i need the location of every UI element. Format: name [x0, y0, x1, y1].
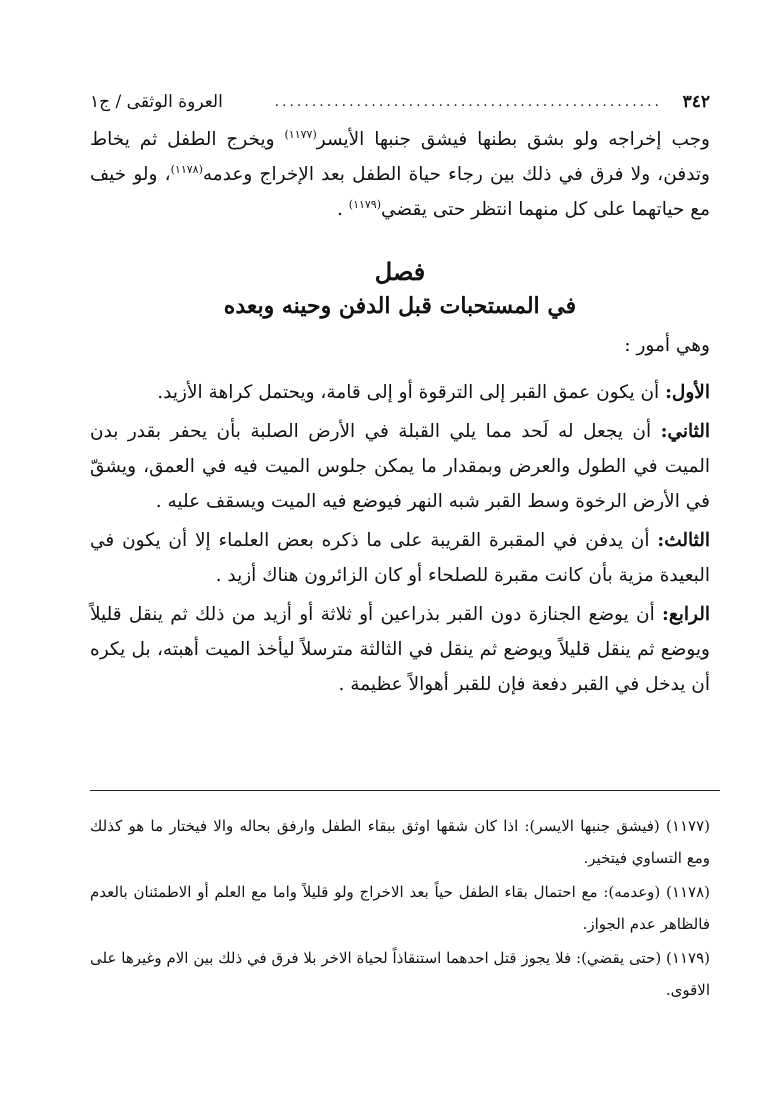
document-page: [90, 86, 710, 1076]
footnote-number: (١١٧٧): [666, 817, 710, 835]
item-text: أن يكون عمق القبر إلى الترقوة أو إلى قامة، ويحتمل كراهة الأزيد.: [157, 382, 666, 403]
list-item: [90, 375, 710, 410]
item-lead: الثالث:: [657, 530, 710, 551]
item-text: أن يجعل له لَحد مما يلي القبلة في الأرض الصلبة بأن يحفر بقدر بدن الميت في الطول والعرض وبمقدار ما يمكن جلوس الميت فيه في العمق، ويشقّ في الأرض الرخوة وسط القبر شبه النهر فيوضع فيه الميت ويسقف عليه .: [90, 421, 710, 512]
list-item: [90, 414, 710, 519]
footnote-item: [90, 810, 710, 874]
footnote-item: [90, 876, 710, 940]
footnote-text: (حتى يقضي): فلا يجوز قتل احدهما استنقاذاً لحياة الاخر بلا فرق في ذلك بين الام وغيرها على الاقوى.: [90, 949, 710, 999]
footnote-ref-1177[interactable]: (١١٧٧): [284, 127, 317, 141]
list-item: [90, 597, 710, 702]
footnote-text: (فيشق جنبها الايسر): اذا كان شقها اوثق ببقاء الطفل وارفق بحاله والا فيختار ما هو كذلك ومع التساوي فيتخير.: [90, 817, 710, 867]
section-heading: [90, 255, 710, 323]
section-subtitle: في المستحبات قبل الدفن وحينه وبعده: [223, 293, 577, 319]
item-lead: الثاني:: [660, 421, 710, 442]
footnote-ref-1179[interactable]: (١١٧٩): [348, 197, 381, 211]
footnote-item: [90, 942, 710, 1006]
list-item: [90, 523, 710, 593]
opening-paragraph: [90, 122, 710, 227]
section-intro: وهي أمور :: [624, 335, 710, 356]
opening-text-d: .: [337, 199, 349, 220]
footnote-number: (١١٧٨): [666, 883, 710, 901]
item-text: أن يدفن في المقبرة القريبة على ما ذكره بعض العلماء إلا أن يكون في البعيدة مزية بأن كانت مقبرة للصلحاء أو كان الزائرون هناك أزيد .: [90, 530, 710, 586]
section-title: فصل: [374, 257, 426, 286]
footnote-text: (وعدمه): مع احتمال بقاء الطفل حياً بعد الاخراج ولو قليلاً واما مع العلم أو الاطمئنان بالعدم فالظاهر عدم الجواز.: [90, 883, 710, 933]
opening-text-a: وجب إخراجه ولو بشق بطنها فيشق جنبها الأيسر: [316, 129, 710, 150]
item-text: أن يوضع الجنازة دون القبر بذراعين أو ثلاثة أو أزيد من ذلك ثم ينقل قليلاً ويوضع ثم ينقل قليلاً ويوضع ثم ينقل في الثالثة مترسلاً ليأخذ الميت أهبته، بل يكره أن يدخل في القبر دفعة فإن للقبر أهوالاً عظيمة .: [90, 604, 710, 695]
footnote-separator: [90, 790, 720, 791]
footnote-ref-1178[interactable]: (١١٧٨): [170, 162, 203, 176]
footnotes: [90, 810, 710, 1008]
item-lead: الرابع:: [662, 604, 710, 625]
header-dot-leader: ....................................................: [274, 94, 662, 110]
page-header: [90, 86, 710, 118]
opening-text-b: ويخرج الطفل ثم يخاط وتدفن، ولا فرق في ذلك بين رجاء حياة الطفل بعد الإخراج وعدمه: [90, 129, 710, 185]
item-lead: الأول:: [665, 382, 710, 403]
items-list: [90, 375, 710, 702]
page-number: ٣٤٢: [682, 92, 710, 112]
running-title: العروة الوثقى / ج١: [90, 92, 223, 112]
footnote-number: (١١٧٩): [666, 949, 710, 967]
opening-text-c: ، ولو خيف مع حياتهما على كل منهما انتظر حتى يقضي: [90, 164, 710, 220]
